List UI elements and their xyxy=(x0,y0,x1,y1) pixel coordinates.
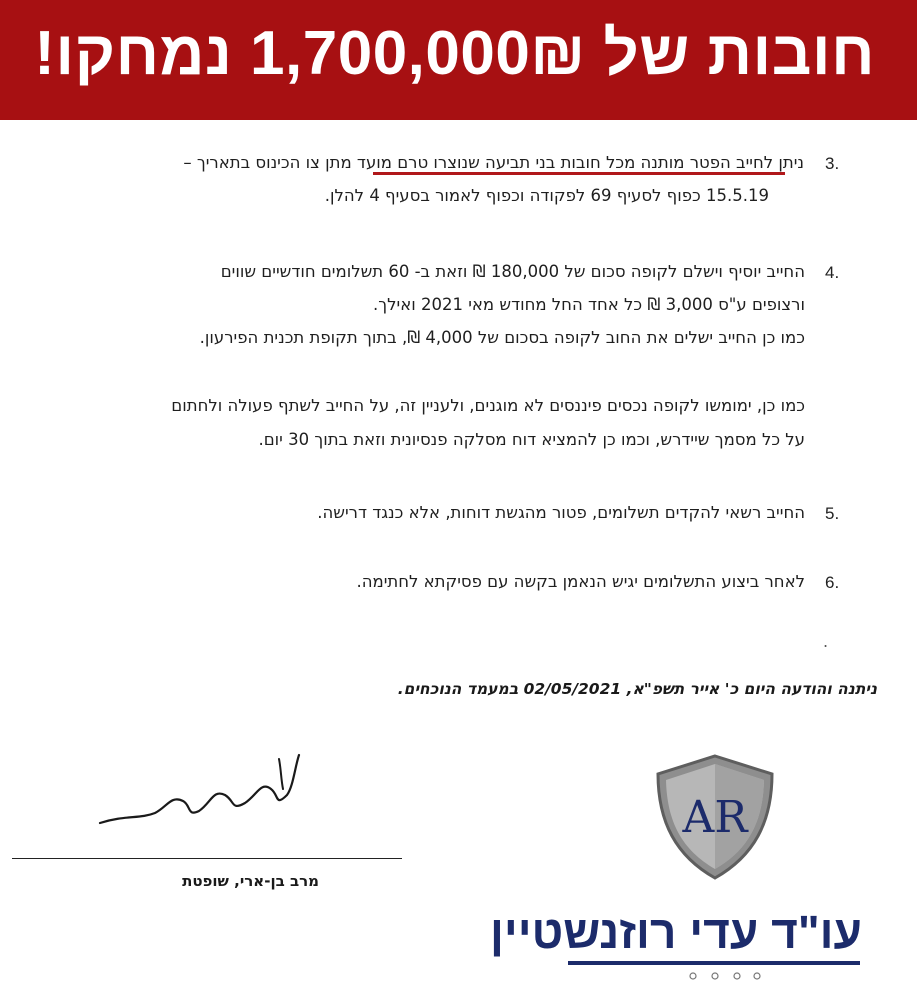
lawyer-name: עו"ד עדי רוזנשטיין xyxy=(490,906,862,958)
item-number: 6. xyxy=(825,573,840,592)
handwritten-signature xyxy=(95,745,315,835)
item-line: על כל מסמך שיידרש, וכמו כן להמציא דוח מסלקה פנסיונית וזאת בתוך 30 יום. xyxy=(258,430,805,449)
item-line: כמו כן החייב ישלים את החוב לקופה בסכום של 4,000 ₪, בתוך תקופת תכנית הפירעון. xyxy=(199,328,805,347)
item-line: החייב יוסיף וישלם לקופה סכום של 180,000 ₪ וזאת ב- 60 תשלומים חודשיים שווים xyxy=(220,262,805,281)
shield-icon xyxy=(650,752,780,882)
decorative-marks xyxy=(685,968,765,982)
item-line: החייב רשאי להקדים תשלומים, פטור מהגשת דוחות, אלא כנגד דרישה. xyxy=(317,503,805,522)
item-number: 4. xyxy=(825,263,840,282)
item-line: לאחר ביצוע התשלומים יגיש הנאמן בקשה עם פסיקתא לחתימה. xyxy=(356,572,805,591)
item-line: ורצופים ע"ס 3,000 ₪ כל אחד החל מחודש מאי 2021 ואילך. xyxy=(373,295,805,314)
signature-line xyxy=(12,858,402,859)
court-decision-document xyxy=(0,120,917,1000)
judge-name: מרב בן-ארי, שופטת xyxy=(182,872,319,890)
title-banner xyxy=(0,0,917,120)
banner-title: חובות של 1,700,000₪ נמחקו! xyxy=(34,19,875,88)
item-line: 15.5.19 כפוף לסעיף 69 לפקודה וכפוף לאמור בסעיף 4 להלן. xyxy=(324,186,769,205)
item-line: כמו כן, ימומשו לקופה נכסים פיננסים לא מוגנים, ולעניין זה, על החייב לשתף פעולה ולחתום xyxy=(171,396,805,415)
given-date-line: ניתנה והודעה היום כ' אייר תשפ"א, 02/05/2021 במעמד הנוכחים. xyxy=(397,680,877,698)
item-line: ניתן לחייב הפטר מותנה מכל חובות בני תביעה שנוצרו טרם מועד מתן צו הכינוס בתאריך – xyxy=(183,153,804,172)
item-number: 5. xyxy=(825,504,840,523)
item-number: 3. xyxy=(825,154,840,173)
stray-mark: . xyxy=(823,632,829,651)
logo-letters: AR xyxy=(682,792,748,843)
highlight-underline xyxy=(373,172,785,175)
brand-underline xyxy=(568,961,860,965)
